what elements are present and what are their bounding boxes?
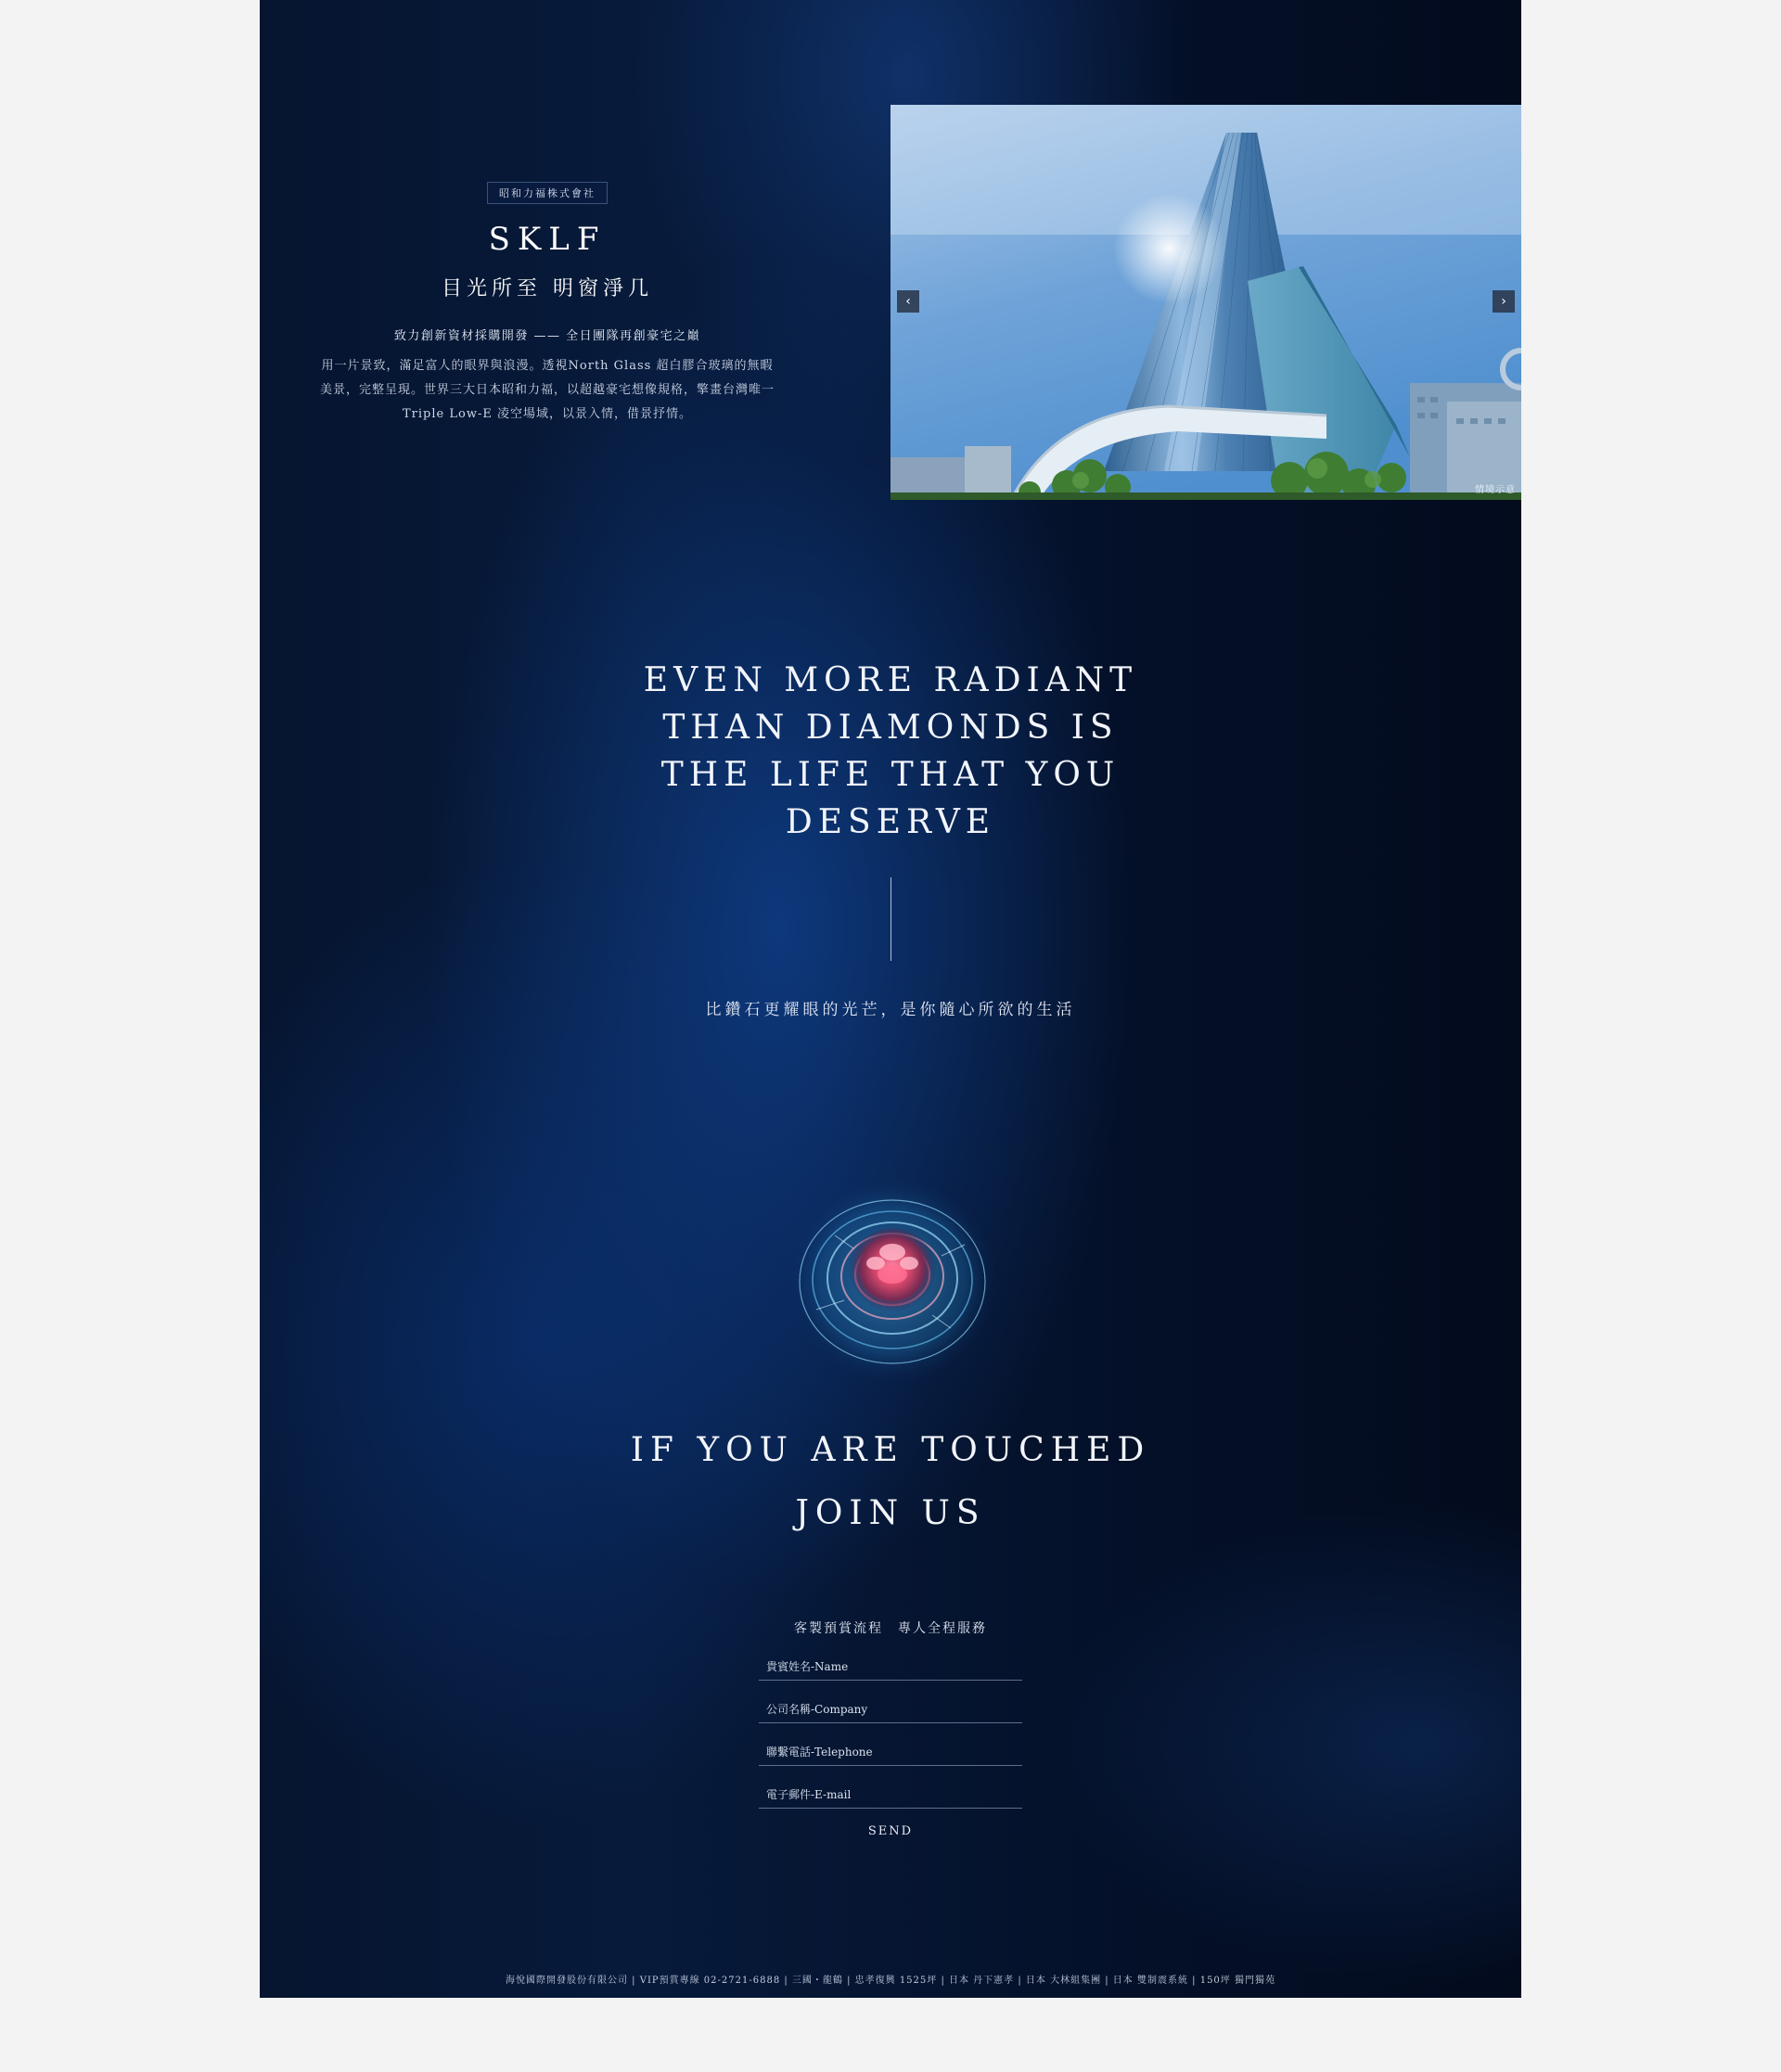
name-field[interactable] bbox=[759, 1653, 1022, 1681]
slider-prev-button[interactable]: ‹ bbox=[897, 290, 919, 313]
building-photo bbox=[890, 105, 1521, 500]
footer-info: 海悅國際開發股份有限公司 | VIP預賞專線 02-2721-6888 | 三國・龍鶴 | 忠孝復興 1525坪 | 日本 丹下憲孝 | 日本 大林組集團 | 日本 雙制震系統 | 150坪 獨門獨苑 bbox=[506, 1976, 1275, 1986]
vertical-divider bbox=[890, 877, 891, 961]
form-title: 客製預賞流程 專人全程服務 bbox=[794, 1621, 987, 1636]
slider-next-button[interactable]: › bbox=[1493, 290, 1515, 313]
brand-title: SKLF bbox=[488, 221, 607, 258]
glowing-flower-image bbox=[779, 1170, 1002, 1393]
email-field[interactable] bbox=[759, 1781, 1022, 1809]
landing-page bbox=[260, 0, 1521, 1998]
hero-body: 用一片景致，滿足富人的眼界與浪漫。透視North Glass 超白膠合玻璃的無暇美景，完整呈現。世界三大日本昭和力福，以超越豪宅想像規格，擎畫台灣唯一Triple Low-E 凌空場域，以景入情，借景抒情。 bbox=[319, 359, 775, 421]
join-line-2: JOIN US bbox=[795, 1494, 986, 1532]
image-slider[interactable] bbox=[890, 105, 1521, 500]
company-field[interactable] bbox=[759, 1695, 1022, 1723]
send-button[interactable]: SEND bbox=[863, 1823, 918, 1839]
company-tag: 昭和力福株式會社 bbox=[487, 182, 608, 204]
main-headline: EVEN MORE RADIANT THAN DIAMONDS IS THE LIFE THAT YOU DESERVE bbox=[643, 661, 1138, 841]
hero-subtitle: 目光所至 明窗淨几 bbox=[442, 277, 653, 301]
photo-caption: 情境示意 bbox=[1475, 485, 1516, 495]
hero-lead: 致力創新資材採購開發 —— 全日團隊再創豪宅之巔 bbox=[393, 329, 701, 343]
hero-section bbox=[297, 182, 798, 427]
telephone-field[interactable] bbox=[759, 1738, 1022, 1766]
contact-form bbox=[759, 1653, 1022, 1839]
headline-chinese: 比鑽石更耀眼的光芒，是你隨心所欲的生活 bbox=[705, 1001, 1076, 1019]
join-section bbox=[612, 1419, 1169, 1545]
join-line-1: IF YOU ARE TOUCHED bbox=[630, 1431, 1151, 1469]
